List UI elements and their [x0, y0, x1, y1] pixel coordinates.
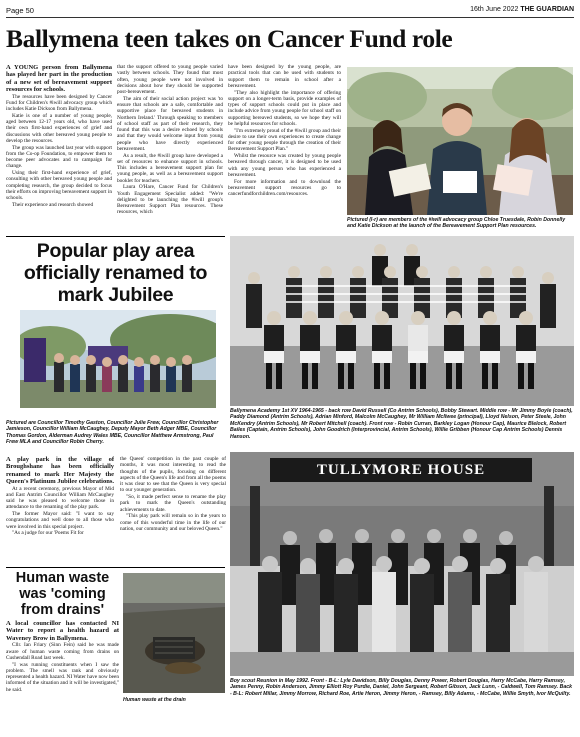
article1-column-2: that the support offered to young people varied vastly between schools. They found that most often, young people were not involved in decisions about how they should be supported post-bereavement. The aim of their social action project was 'to ensure that schools are a safe, comfortable and supportive place for bereaved students in Northern Ireland.' Through speaking to members of school staff as part of their research, they found that this was a desire echoed by schools and that they would welcome input from young people who have directly experienced bereavement. As a result, the #iwill group have developed a set of resources to enhance support in schools. This includes a bereavement support plan for young people, as well as a bereavement support booklet for teachers. Laura O'Hare, Cancer Fund for Children's Youth Engagement Specialist added: "We're delighted to be launching the #iwill group's Bereavement Support Plan resources. These resources, which — [117, 64, 223, 216]
rugby-team-photo — [230, 236, 574, 406]
page-header — [6, 4, 574, 18]
section-divider — [6, 236, 225, 237]
tullymore-house-sign: TULLYMORE HOUSE — [316, 462, 486, 478]
human-waste-headline: Human waste was 'coming from drains' — [15, 570, 110, 618]
issue-date: 16th June 2022 THE GUARDIAN — [470, 6, 574, 13]
human-waste-column: A local councillor has contacted NI Water to report a health hazard at Waveney Brow in Ballymena. Cllr. Ian Friary (Sinn Fein) said he was made aware of human waste coming from drains on Cushendall Road last week. "I was running constituents when I saw the problem. The smell was rank and obviously represented a health hazard. NI Water have now been informed of the situation and it will be investigated," he said. — [6, 620, 119, 693]
bereavement-photo-caption: Pictured (l-r) are members of the #iwill advocacy group Chloe Truesdale, Robin Donnelly and Katie Dickson at the launch of the Bereavement Support Plan resources. — [347, 217, 566, 230]
councillors-caption: Pictured are Councillor Timothy Gaston, Councillor Julie Frew, Councillor Christopher Jamieson, Councillor William McCaughey, Deputy Mayor Beth Adger MBE, Councillor Thomas Gordon, Alderman Audrey Wales MBE, Councillor Matthew Armstrong, Paul Frew MLA and Councillor Robin Cherry. — [6, 420, 219, 446]
scout-reunion-caption: Boy scout Reunion in May 1992. Front - B-L: Lyle Davidson, Billy Douglas, Denny Power, Robert Douglas, Harry McCabe, Harry Ramsey, James Penny, Robin Anderson, Jimmy Elliott Roy Purdie, Daniel, John Sergeant, Robert Gibson, Jack Lunn, - Caldwell, Tom Ramsey. Back - B-L: Robert Millar, Jimmy Morrow, Richard Roe, Artie Heron, Jimmy Heron, - Ramsey, Billy Adams, - McCabe, Willie Smyth, Ivor McQuilty. — [230, 678, 572, 697]
article1-column-3: have been designed by the young people, are practical tools that can be used with students to support them to remain in school after a bereavement. "They also highlight the importance of offering support on a longer-term basis, provide examples of types of support schools could put in place and include advice from young people for school staff on supporting bereaved students, so we hope they will be helpful resources for schools. "I'm extremely proud of the #iwill group and their desire to use their own experiences to create change for other young people through the creation of their Bereavement Support Plan." Whilst the resource was created by young people bereaved through cancer, it is designed to be used with any young person who has experienced a bereavement. For more information and to download the bereavement support resources go to cancerfundforchildren.com/resources. — [228, 64, 341, 197]
page-number: Page 50 — [6, 6, 34, 15]
main-headline: Ballymena teen takes on Cancer Fund role — [6, 24, 453, 53]
bereavement-group-photo — [347, 67, 573, 215]
drain-photo — [123, 573, 225, 693]
rugby-team-caption: Ballymena Academy 1st XV 1964-1965 - back row David Russell (Co Antrim Schools), Bobby Stewart. Middle row - Mr Jimmy Boyle (coach), Paddy Diamond (Antrim Schools), Adrian Minford, Malcolm McCaughey, Mr William McIlwee (principal), Lloyd Nelson, Peter Steele, John McKendry (Antrim Schools), Mr Robert Mitchell (coach). Front row - Robin Curran, Barkley Logan (Honour Cap), Maurice Blelock, Robert Bailes (Captain, Antrim Schools), John Goodrich (Interprovincial, Antrim Schools), Willie Gribben (Honour Cap Antrim Schools) Dennis Hanson. — [230, 408, 573, 440]
scout-reunion-photo — [230, 452, 574, 676]
play-area-headline: Popular play area officially renamed to mark Jubilee — [23, 240, 208, 306]
play-area-column-1: A play park in the village of Broughshane has been officially renamed to mark Her Majesty the Queen's Platinum Jubilee celebrations. At a recent ceremony, previous Mayor of Mid and East Antrim Councillor William McCaughey said he was pleased to welcome those in attendance to the renaming of the play park. The former Mayor said: "I want to say congratulations and well done to all those who were involved in this special project. "As a judge for our 'Poems Fit for — [6, 456, 114, 537]
councillors-photo — [20, 310, 216, 408]
article1-column-1: A YOUNG person from Ballymena has played her part in the production of a new set of bereavement support resources for schools. The resources have been designed by Cancer Fund for Children's #iwill advocacy group which includes Katie Dickson from Ballymena. Katie is one of a number of young people, aged between 12-17 years old, who have used their own first-hand experiences of grief and discussions with other bereaved young people to develop the resources. The group was launched last year with support from the Co-op Foundation, to empower them to become peer advocates and to campaign for change. Using their first-hand experience of grief, consulting with other bereaved young people and completing research, the group decided to focus their efforts on improving bereavement support in schools. Their experience and research showed — [6, 64, 112, 208]
section-divider — [6, 567, 225, 568]
play-area-column-2: the Queen' competition in the past couple of months, it was most interesting to read the thoughts of the pupils, focusing on different aspects of the Queen's life and from all the poems it was clear to see that the Queen is very special to our younger generation. "So, it made perfect sense to rename the play park to mark the Queen's outstanding achievements to date. "This play park will remain so in the years to come of this wonderful time in the life of our nation, our community and our beloved Queen." — [120, 456, 226, 532]
drain-photo-caption: Human waste at the drain — [123, 697, 186, 703]
